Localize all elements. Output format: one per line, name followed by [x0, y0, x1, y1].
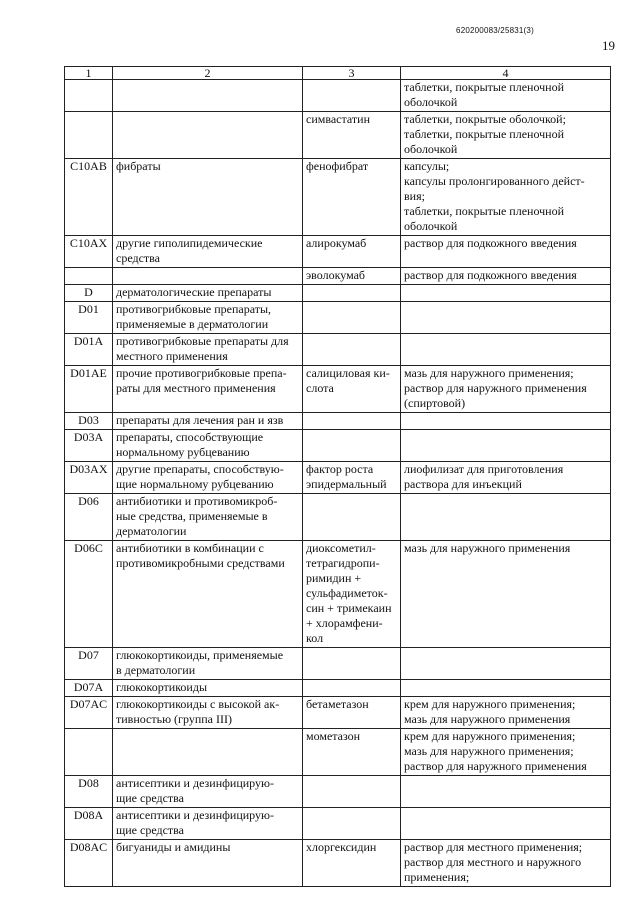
dosage-forms-cell: [401, 285, 611, 302]
group-name-cell: [113, 112, 303, 159]
cell-line: раствор для подкожного введения: [404, 268, 577, 282]
cell-line: прочие противогрибковые препа-: [116, 366, 287, 380]
cell-line: сульфадиметок-: [306, 586, 388, 600]
dosage-forms-cell: [401, 302, 611, 334]
cell-line: бигуаниды и амидины: [116, 840, 231, 854]
dosage-forms-cell: [401, 112, 611, 159]
cell-line: противогрибковые препараты,: [116, 302, 272, 316]
cell-line: крем для наружного применения;: [404, 729, 576, 743]
group-name-cell: [113, 462, 303, 494]
table-row: [65, 680, 611, 697]
table-row: [65, 430, 611, 462]
cell-line: хлоргексидин: [306, 840, 377, 854]
column-header: 3: [303, 67, 401, 80]
group-name-cell: [113, 334, 303, 366]
dosage-forms-cell: [401, 80, 611, 112]
cell-line: щие средства: [116, 823, 184, 837]
cell-line: мазь для наружного применения;: [404, 366, 574, 380]
cell-line: раствора для инъекций: [404, 477, 522, 491]
group-name-cell: [113, 285, 303, 302]
cell-line: кол: [306, 631, 324, 645]
cell-line: препараты, способствующие: [116, 430, 264, 444]
atc-code-cell: D03A: [65, 430, 113, 462]
atc-code-cell: D07: [65, 648, 113, 680]
atc-code-cell: D06C: [65, 541, 113, 648]
dosage-forms-cell: [401, 366, 611, 413]
atc-code-cell: D08A: [65, 808, 113, 840]
drug-name-cell: [303, 302, 401, 334]
drug-name-cell: [303, 648, 401, 680]
cell-line: оболочкой: [404, 95, 458, 109]
atc-code-cell: C10AB: [65, 159, 113, 236]
group-name-cell: [113, 159, 303, 236]
cell-line: таблетки, покрытые пленочной: [404, 127, 565, 141]
cell-line: слота: [306, 381, 334, 395]
table-row: [65, 285, 611, 302]
table-row: [65, 366, 611, 413]
table-row: [65, 462, 611, 494]
cell-line: противомикробными средствами: [116, 556, 285, 570]
cell-line: капсулы;: [404, 159, 450, 173]
dosage-forms-cell: [401, 268, 611, 285]
atc-code-cell: D08AC: [65, 840, 113, 887]
drug-name-cell: [303, 268, 401, 285]
table-row: [65, 268, 611, 285]
dosage-forms-cell: [401, 729, 611, 776]
group-name-cell: [113, 680, 303, 697]
cell-line: антисептики и дезинфицирую-: [116, 808, 274, 822]
drug-name-cell: [303, 112, 401, 159]
group-name-cell: [113, 697, 303, 729]
atc-code-cell: D03: [65, 413, 113, 430]
cell-line: применяемые в дерматологии: [116, 317, 269, 331]
dosage-forms-cell: [401, 808, 611, 840]
drug-name-cell: [303, 413, 401, 430]
drug-name-cell: [303, 236, 401, 268]
dosage-forms-cell: [401, 462, 611, 494]
cell-line: мазь для наружного применения;: [404, 744, 574, 758]
cell-line: син + тримекаин: [306, 601, 392, 615]
table-header-row: [65, 67, 611, 80]
atc-code-cell: D07A: [65, 680, 113, 697]
group-name-cell: [113, 302, 303, 334]
drug-table: [64, 66, 611, 887]
cell-line: дерматологии: [116, 524, 187, 538]
cell-line: салициловая ки-: [306, 366, 390, 380]
table-row: [65, 112, 611, 159]
atc-code-cell: D: [65, 285, 113, 302]
table-row: [65, 697, 611, 729]
cell-line: вия;: [404, 189, 425, 203]
group-name-cell: [113, 729, 303, 776]
cell-line: тивностью (группа III): [116, 712, 232, 726]
cell-line: бетаметазон: [306, 697, 369, 711]
dosage-forms-cell: [401, 494, 611, 541]
cell-line: мометазон: [306, 729, 361, 743]
cell-line: мазь для наружного применения: [404, 541, 571, 555]
table-row: [65, 648, 611, 680]
dosage-forms-cell: [401, 541, 611, 648]
cell-line: лиофилизат для приготовления: [404, 462, 564, 476]
cell-line: раствор для наружного применения: [404, 381, 587, 395]
drug-name-cell: [303, 494, 401, 541]
cell-line: таблетки, покрытые оболочкой;: [404, 112, 566, 126]
cell-line: симвастатин: [306, 112, 370, 126]
cell-line: римидин +: [306, 571, 362, 585]
group-name-cell: [113, 268, 303, 285]
drug-name-cell: [303, 159, 401, 236]
drug-name-cell: [303, 541, 401, 648]
cell-line: + хлорамфени-: [306, 616, 383, 630]
group-name-cell: [113, 366, 303, 413]
dosage-forms-cell: [401, 776, 611, 808]
cell-line: средства: [116, 251, 161, 265]
table-row: [65, 413, 611, 430]
cell-line: алирокумаб: [306, 236, 367, 250]
column-header: 4: [401, 67, 611, 80]
dosage-forms-cell: [401, 159, 611, 236]
cell-line: эволокумаб: [306, 268, 366, 282]
table-row: [65, 840, 611, 887]
cell-line: раты для местного применения: [116, 381, 276, 395]
cell-line: оболочкой: [404, 219, 458, 233]
drug-name-cell: [303, 697, 401, 729]
group-name-cell: [113, 808, 303, 840]
atc-code-cell: D06: [65, 494, 113, 541]
cell-line: щие нормальному рубцеванию: [116, 477, 274, 491]
dosage-forms-cell: [401, 236, 611, 268]
cell-line: таблетки, покрытые пленочной: [404, 80, 565, 94]
cell-line: препараты для лечения ран и язв: [116, 413, 284, 427]
atc-code-cell: [65, 268, 113, 285]
cell-line: (спиртовой): [404, 396, 466, 410]
drug-name-cell: [303, 462, 401, 494]
atc-code-cell: D01AE: [65, 366, 113, 413]
dosage-forms-cell: [401, 334, 611, 366]
drug-name-cell: [303, 680, 401, 697]
cell-line: фактор роста: [306, 462, 374, 476]
group-name-cell: [113, 430, 303, 462]
cell-line: раствор для местного и наружного: [404, 855, 582, 869]
dosage-forms-cell: [401, 648, 611, 680]
table-row: [65, 334, 611, 366]
cell-line: антибиотики и противомикроб-: [116, 494, 278, 508]
cell-line: оболочкой: [404, 142, 458, 156]
drug-name-cell: [303, 808, 401, 840]
page-number: 19: [602, 38, 615, 53]
table-row: [65, 159, 611, 236]
cell-line: дерматологические препараты: [116, 285, 272, 299]
cell-line: крем для наружного применения;: [404, 697, 576, 711]
cell-line: раствор для наружного применения: [404, 759, 587, 773]
cell-line: фенофибрат: [306, 159, 369, 173]
dosage-forms-cell: [401, 697, 611, 729]
cell-line: антибиотики в комбинации с: [116, 541, 264, 555]
table-row: [65, 776, 611, 808]
table-row: [65, 236, 611, 268]
table-row: [65, 302, 611, 334]
group-name-cell: [113, 541, 303, 648]
dosage-forms-cell: [401, 430, 611, 462]
cell-line: местного применения: [116, 349, 228, 363]
cell-line: фибраты: [116, 159, 161, 173]
cell-line: нормальному рубцеванию: [116, 445, 250, 459]
atc-code-cell: [65, 112, 113, 159]
atc-code-cell: D07AC: [65, 697, 113, 729]
cell-line: щие средства: [116, 791, 184, 805]
table-row: [65, 808, 611, 840]
cell-line: другие препараты, способствую-: [116, 462, 284, 476]
document-id: 620200083/25831(3): [456, 26, 534, 35]
table-row: [65, 494, 611, 541]
cell-line: другие гиполипидемические: [116, 236, 263, 250]
group-name-cell: [113, 80, 303, 112]
drug-name-cell: [303, 729, 401, 776]
dosage-forms-cell: [401, 413, 611, 430]
cell-line: глюкокортикоиды, применяемые: [116, 648, 284, 662]
cell-line: глюкокортикоиды: [116, 680, 208, 694]
cell-line: применения;: [404, 870, 470, 884]
atc-code-cell: [65, 729, 113, 776]
drug-name-cell: [303, 776, 401, 808]
cell-line: глюкокортикоиды с высокой ак-: [116, 697, 280, 711]
cell-line: противогрибковые препараты для: [116, 334, 289, 348]
drug-name-cell: [303, 285, 401, 302]
group-name-cell: [113, 494, 303, 541]
table-row: [65, 541, 611, 648]
cell-line: таблетки, покрытые пленочной: [404, 204, 565, 218]
atc-code-cell: D03AX: [65, 462, 113, 494]
cell-line: раствор для местного применения;: [404, 840, 583, 854]
drug-name-cell: [303, 334, 401, 366]
atc-code-cell: D01A: [65, 334, 113, 366]
group-name-cell: [113, 648, 303, 680]
cell-line: диоксометил-: [306, 541, 376, 555]
drug-name-cell: [303, 430, 401, 462]
cell-line: раствор для подкожного введения: [404, 236, 577, 250]
drug-name-cell: [303, 80, 401, 112]
group-name-cell: [113, 776, 303, 808]
cell-line: антисептики и дезинфицирую-: [116, 776, 274, 790]
drug-name-cell: [303, 366, 401, 413]
column-header: 2: [113, 67, 303, 80]
cell-line: капсулы пролонгированного дейст-: [404, 174, 585, 188]
group-name-cell: [113, 236, 303, 268]
cell-line: в дерматологии: [116, 663, 196, 677]
table-row: [65, 80, 611, 112]
atc-code-cell: D08: [65, 776, 113, 808]
dosage-forms-cell: [401, 680, 611, 697]
group-name-cell: [113, 413, 303, 430]
cell-line: тетрагидропи-: [306, 556, 380, 570]
cell-line: мазь для наружного применения: [404, 712, 571, 726]
atc-code-cell: D01: [65, 302, 113, 334]
atc-code-cell: [65, 80, 113, 112]
dosage-forms-cell: [401, 840, 611, 887]
drug-name-cell: [303, 840, 401, 887]
group-name-cell: [113, 840, 303, 887]
atc-code-cell: C10AX: [65, 236, 113, 268]
cell-line: ные средства, применяемые в: [116, 509, 268, 523]
table-row: [65, 729, 611, 776]
column-header: 1: [65, 67, 113, 80]
cell-line: эпидермальный: [306, 477, 387, 491]
